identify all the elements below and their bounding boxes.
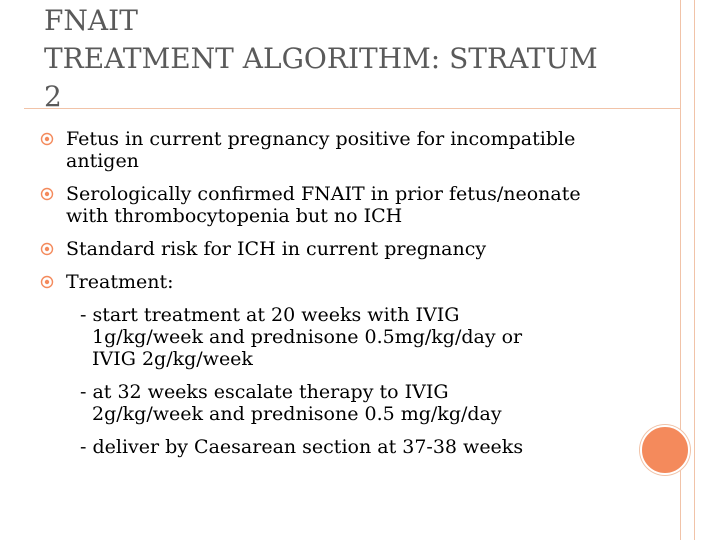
bullet-text: Treatment: <box>66 271 174 293</box>
bullet-list <box>38 128 638 469</box>
title-line: FNAIT <box>44 4 138 37</box>
slide-title <box>44 2 644 116</box>
circled-bullet-icon <box>40 242 54 256</box>
treatment-text: 1g/kg/week and prednisone 0.5mg/kg/day or <box>92 326 523 348</box>
treatment-text: - deliver by Caesarean section at 37-38 weeks <box>80 436 524 458</box>
treatment-item <box>80 304 638 370</box>
bullet-item <box>38 183 638 227</box>
treatment-text: - at 32 weeks escalate therapy to IVIG <box>80 381 449 403</box>
bullet-item <box>38 238 638 260</box>
treatment-item <box>80 436 638 458</box>
circled-bullet-icon <box>40 132 54 146</box>
bullet-text: antigen <box>66 150 139 172</box>
title-line: 2 <box>44 80 62 113</box>
treatment-text: 2g/kg/week and prednisone 0.5 mg/kg/day <box>92 403 502 425</box>
bullet-text: Serologically confirmed FNAIT in prior fetus/neonate <box>66 183 581 205</box>
decorative-vertical-rule <box>694 0 695 540</box>
decorative-circle <box>640 425 690 475</box>
treatment-item <box>80 381 638 425</box>
bullet-text: with thrombocytopenia but no ICH <box>66 205 403 227</box>
treatment-list <box>38 304 638 458</box>
bullet-item <box>38 271 638 293</box>
treatment-text: IVIG 2g/kg/week <box>92 348 253 370</box>
bullet-item <box>38 128 638 172</box>
circled-bullet-icon <box>40 187 54 201</box>
bullet-text: Fetus in current pregnancy positive for incompatible <box>66 128 576 150</box>
title-line: TREATMENT ALGORITHM: STRATUM <box>44 42 598 75</box>
circled-bullet-icon <box>40 275 54 289</box>
bullet-text: Standard risk for ICH in current pregnancy <box>66 238 487 260</box>
treatment-text: - start treatment at 20 weeks with IVIG <box>80 304 460 326</box>
